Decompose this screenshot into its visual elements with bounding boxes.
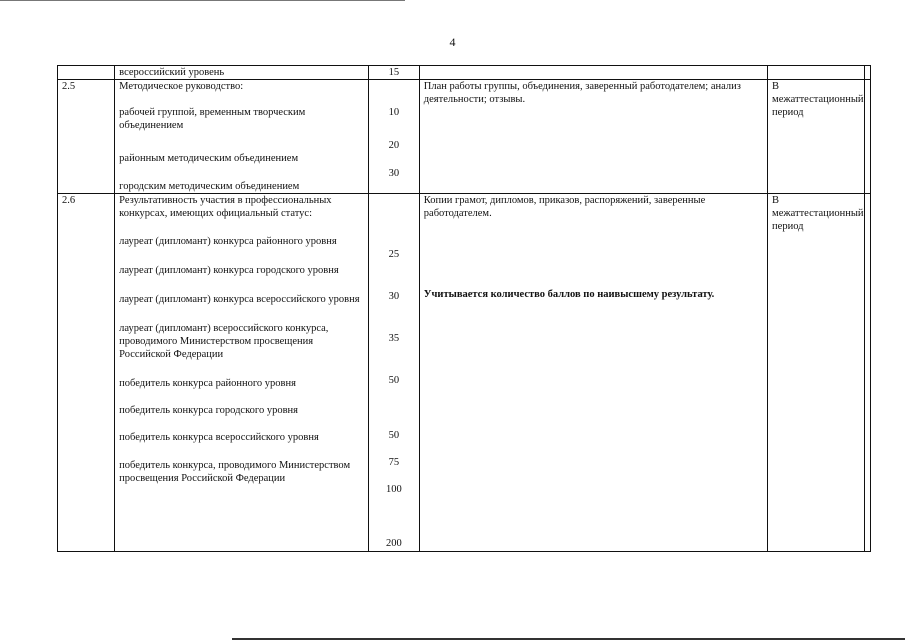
row-number: 2.5 <box>62 81 76 92</box>
row-number-cell <box>58 66 115 80</box>
points-value: 30 <box>388 291 400 302</box>
criterion-title: Методическое руководство: <box>119 81 244 92</box>
points-cell <box>368 66 419 80</box>
period-text: В межаттестационный период <box>772 195 864 232</box>
edge-cell <box>864 66 870 80</box>
criterion-title: Результативность участия в профессиональных конкурсах, имеющих официальный статус: <box>119 195 332 219</box>
points-value: 100 <box>385 484 402 495</box>
points-value: 25 <box>388 249 400 260</box>
row-number-cell <box>58 194 115 552</box>
table-row <box>58 194 871 552</box>
points-value: 15 <box>388 67 400 78</box>
criterion-item: городским методическим объединением <box>119 181 300 192</box>
page-number: 4 <box>449 35 456 49</box>
points-cell <box>368 80 419 194</box>
scoring-note: Учитывается количество баллов по наивысшему результату. <box>423 289 715 300</box>
documents-text: Копии грамот, дипломов, приказов, распоряжений, заверенные работодателем. <box>423 195 706 219</box>
criterion-item: районным методическим объединением <box>119 153 299 164</box>
edge-cell <box>864 80 870 194</box>
criterion-item: победитель конкурса городского уровня <box>119 405 298 416</box>
row-number: 2.6 <box>62 195 76 206</box>
period-cell <box>768 66 865 80</box>
criterion-item: победитель конкурса, проводимого Министерством просвещения Российской Федерации <box>119 460 351 484</box>
points-value: 200 <box>385 538 402 549</box>
row-number-cell <box>58 80 115 194</box>
criterion-text: всероссийский уровень <box>119 67 225 78</box>
period-cell <box>768 194 865 552</box>
points-value: 30 <box>388 168 400 179</box>
points-value: 75 <box>388 457 400 468</box>
criterion-cell <box>115 66 369 80</box>
points-value: 10 <box>388 107 400 118</box>
criterion-item: лауреат (дипломант) конкурса всероссийского уровня <box>119 294 360 305</box>
period-text: В межаттестационный период <box>772 81 864 118</box>
table-row <box>58 80 871 194</box>
points-cell <box>368 194 419 552</box>
criterion-cell <box>115 194 369 552</box>
scan-edge-top <box>0 0 405 1</box>
period-cell <box>768 80 865 194</box>
criterion-item: лауреат (дипломант) конкурса районного уровня <box>119 236 337 247</box>
points-value: 20 <box>388 140 400 151</box>
points-value: 35 <box>388 333 400 344</box>
criterion-item: победитель конкурса районного уровня <box>119 378 296 389</box>
points-value: 50 <box>388 430 400 441</box>
criterion-item: победитель конкурса всероссийского уровня <box>119 432 319 443</box>
criterion-item: лауреат (дипломант) конкурса городского уровня <box>119 265 339 276</box>
documents-text: План работы группы, объединения, заверенный работодателем; анализ деятельности; отзывы. <box>423 81 741 105</box>
criterion-item: лауреат (дипломант) всероссийского конкурса, проводимого Министерством просвещения Российской Федерации <box>119 323 329 360</box>
criterion-cell <box>115 80 369 194</box>
edge-cell <box>864 194 870 552</box>
documents-cell <box>419 66 767 80</box>
documents-cell <box>419 194 767 552</box>
documents-cell <box>419 80 767 194</box>
criteria-table <box>57 65 871 552</box>
table-row <box>58 66 871 80</box>
points-value: 50 <box>388 375 400 386</box>
criterion-item: рабочей группой, временным творческим объединением <box>119 107 306 131</box>
